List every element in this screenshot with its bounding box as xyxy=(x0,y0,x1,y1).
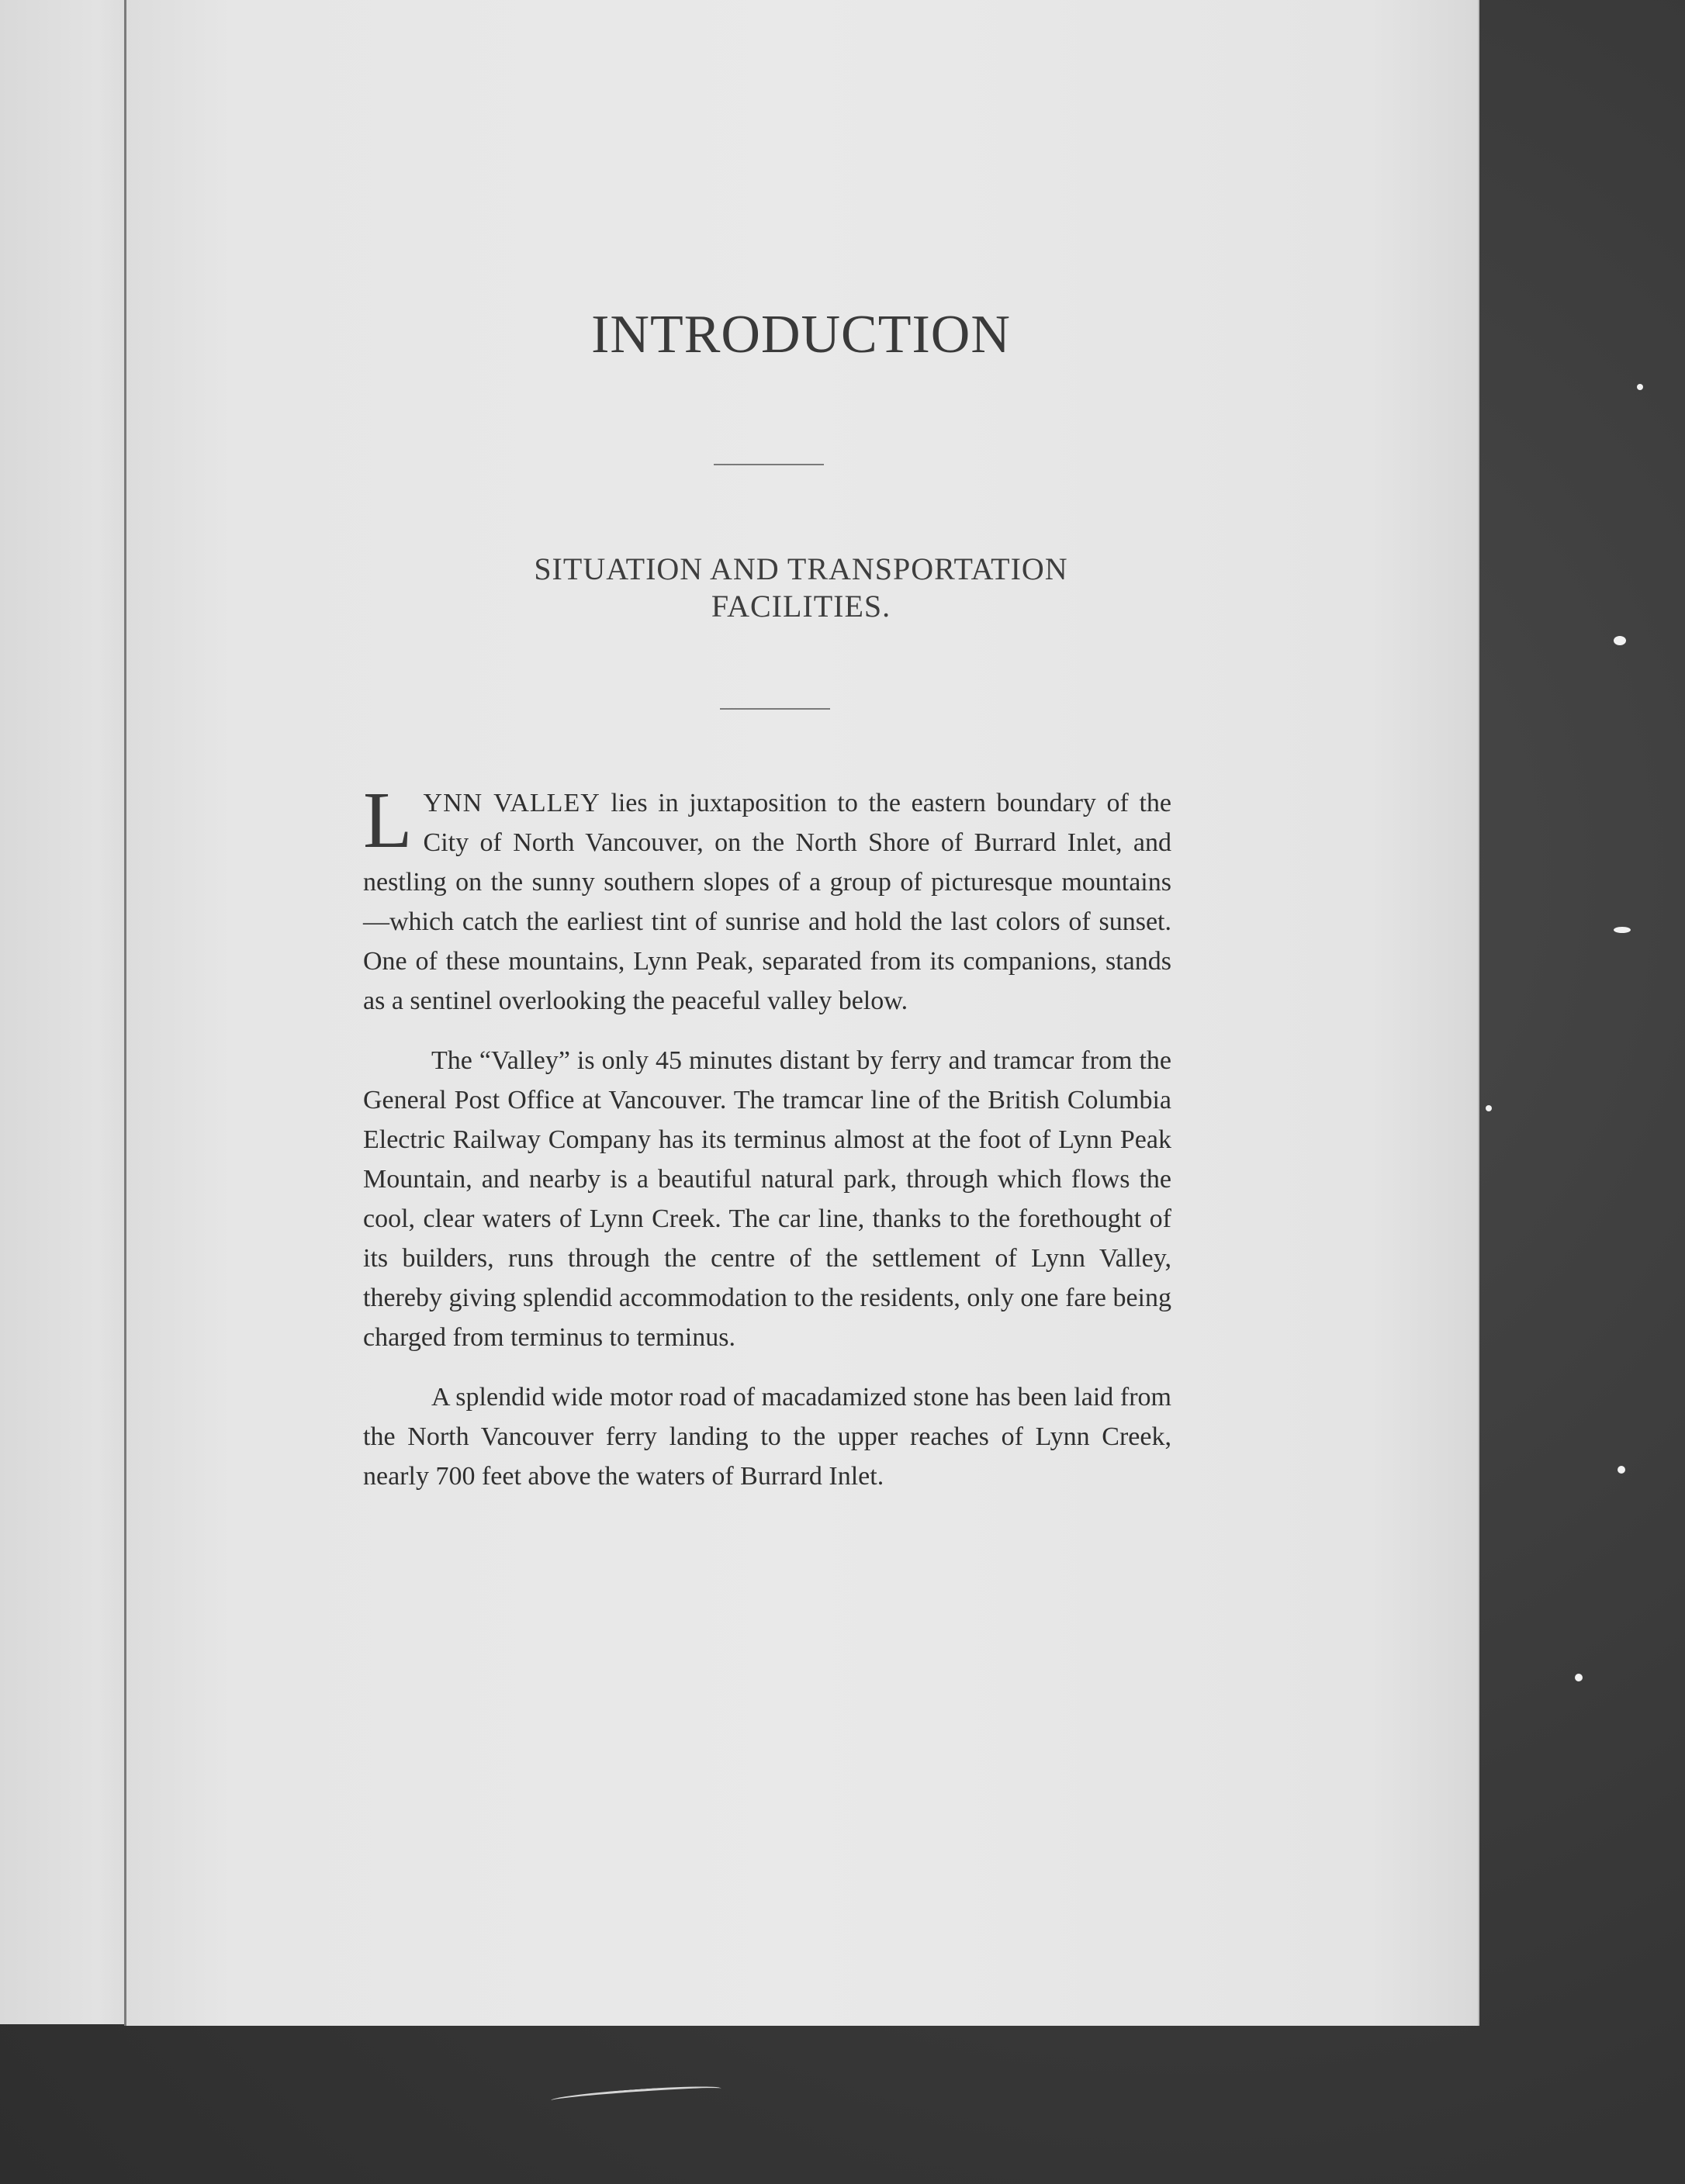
dust-speck xyxy=(1618,1466,1625,1474)
paragraph-1-lead: YNN VALLEY xyxy=(423,789,600,817)
dust-speck xyxy=(1575,1674,1583,1681)
dust-speck xyxy=(1637,384,1643,390)
dust-speck xyxy=(1486,1105,1492,1111)
dust-speck xyxy=(1614,927,1631,933)
paragraph-1 xyxy=(363,776,1171,1021)
section-heading xyxy=(124,551,1478,625)
film-scratch xyxy=(551,2083,721,2105)
dust-speck xyxy=(1614,636,1626,645)
drop-cap: L xyxy=(363,776,413,865)
paragraph-1-text: lies in juxtaposition to the eastern boundary of the City of North Vancouver, on the North Shore of Burrard Inlet, and nestling on the sunny southern slopes of a group of picturesque mountains—which catch the earliest tint of sunrise and hold the last colors of sunset. One of these mountains, Lynn Peak, separated from its companions, stands as a sentinel overlooking the peaceful valley below. xyxy=(363,789,1171,1015)
body-text xyxy=(363,776,1171,1516)
title-divider xyxy=(714,464,824,465)
page-title: INTRODUCTION xyxy=(591,305,1011,365)
book-page xyxy=(124,0,1478,2026)
section-heading-line-1: SITUATION AND TRANSPORTATION xyxy=(534,551,1068,586)
section-heading-line-2: FACILITIES. xyxy=(711,589,891,624)
section-divider xyxy=(720,708,830,710)
paragraph-3: A splendid wide motor road of macadamized stone has been laid from the North Vancouver ferry landing to the upper reaches of Lynn Creek, nearly 700 feet above the waters of Burrard Inlet. xyxy=(363,1383,1171,1491)
paragraph-2: The “Valley” is only 45 minutes distant by ferry and tramcar from the General Post Office at Vancouver. The tramcar line of the British Columbia Electric Railway Company has its terminus almost at the foot of Lynn Peak Mountain, and nearby is a beautiful natural park, through which flows the cool, clear waters of Lynn Creek. The car line, thanks to the forethought of its builders, runs through the centre of the settlement of Lynn Valley, thereby giving splendid accommodation to the residents, only one fare being charged from terminus to terminus. xyxy=(363,1046,1171,1352)
